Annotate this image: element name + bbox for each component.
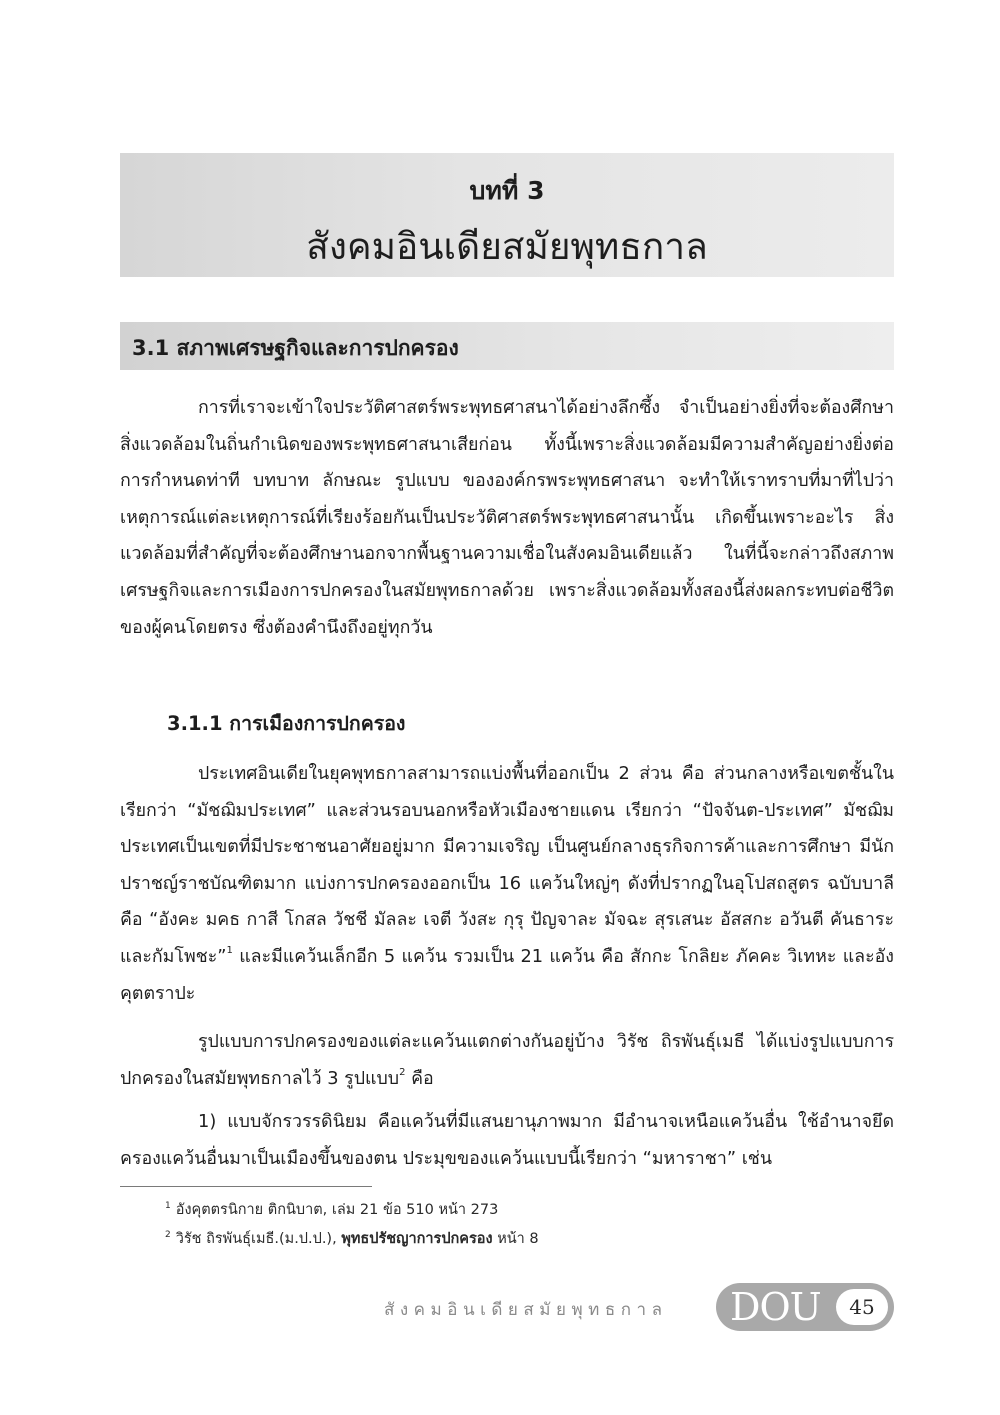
footnote-book-title: พุทธปรัชญาการปกครอง (341, 1231, 493, 1247)
running-title: สังคมอินเดียสมัยพุทธกาล (384, 1300, 668, 1320)
chapter-banner (120, 153, 894, 277)
footnote-page-ref: หน้า 8 (492, 1231, 539, 1247)
paragraph-imperial: 1) แบบจักรวรรดินิยม คือแคว้นที่มีแสนยานุภาพมาก มีอำนาจเหนือแคว้นอื่น ใช้อำนาจยึดครองแคว้นอื่นมาเป็นเมืองขึ้นของตน ประมุขของแคว้นแบบนี้เรียกว่า “มหาราชา” เช่น (120, 1111, 894, 1169)
paragraph-governance-tail: คือ (405, 1067, 434, 1089)
footnote-text: วิรัช ถิรพันธุ์เมธี.(ม.ป.ป.), (175, 1231, 342, 1247)
footnote-ref-2: 2 (399, 1066, 406, 1078)
page-badge (716, 1283, 894, 1331)
intro-paragraph: การที่เราจะเข้าใจประวัติศาสตร์พระพุทธศาสนาได้อย่างลึกซึ้ง จำเป็นอย่างยิ่งที่จะต้องศึกษาสิ่งแวดล้อมในถิ่นกำเนิดของพระพุทธศาสนาเสียก่อน ทั้งนี้เพราะสิ่งแวดล้อมมีความสำคัญอย่างยิ่งต่อการกำหนดท่าที บทบาท ลักษณะ รูปแบบ ขององค์กรพระพุทธศาสนา จะทำให้เราทราบที่มาที่ไปว่า เหตุการณ์แต่ละเหตุการณ์ที่เรียงร้อยกันเป็นประวัติศาสตร์พระพุทธศาสนานั้น เกิดขึ้นเพราะอะไร สิ่งแวดล้อมที่สำคัญที่จะต้องศึกษานอกจากพื้นฐานความเชื่อในสังคมอินเดียแล้ว ในที่นี้จะกล่าวถึงสภาพเศรษฐกิจและการเมืองการปกครองในสมัยพุทธกาลด้วย เพราะสิ่งแวดล้อมทั้งสองนี้ส่งผลกระทบต่อชีวิตของผู้คนโดยตรง ซึ่งต้องคำนึงถึงอยู่ทุกวัน (120, 397, 894, 638)
footnote-2 (165, 1227, 539, 1250)
paragraph-states-tail: และมีแคว้นเล็กอีก 5 แคว้น รวมเป็น 21 แคว้น คือ สักกะ โกลิยะ ภัคคะ วิเทหะ และอังคุตตราปะ (120, 945, 894, 1004)
footnote-mark: 1 (165, 1201, 171, 1211)
paragraph-governance-text: รูปแบบการปกครองของแต่ละแคว้นแตกต่างกันอยู่บ้าง วิรัช ถิรพันธุ์เมธี ได้แบ่งรูปแบบการปกครองในสมัยพุทธกาลไว้ 3 รูปแบบ (120, 1031, 894, 1089)
footnote-text: อังคุตตรนิกาย ติกนิบาต, เล่ม 21 ข้อ 510 หน้า 273 (175, 1202, 499, 1218)
footnote-ref-1: 1 (226, 945, 233, 957)
footnote-1 (165, 1198, 498, 1221)
footnote-divider (120, 1186, 372, 1187)
dou-logo: DOU (730, 1285, 821, 1329)
paragraph-states (120, 756, 894, 1012)
paragraph-states-text: ประเทศอินเดียในยุคพุทธกาลสามารถแบ่งพื้นที่ออกเป็น 2 ส่วน คือ ส่วนกลางหรือเขตชั้นใน เรียกว่า “มัชฌิมประเทศ” และส่วนรอบนอกหรือหัวเมืองชายแดน เรียกว่า “ปัจจันต-ประเทศ” มัชฌิมประเทศเป็นเขตที่มีประชาชนอาศัยอยู่มาก มีความเจริญ เป็นศูนย์กลางธุรกิจการค้าและการศึกษา มีนักปราชญ์ราชบัณฑิตมาก แบ่งการปกครองออกเป็น 16 แคว้นใหญ่ๆ ดังที่ปรากฏในอุโปสถสูตร ฉบับบาลี คือ “อังคะ มคธ กาสี โกสล วัชชี มัลละ เจตี วังสะ กุรุ ปัญจาละ มัจฉะ สุรเสนะ อัสสกะ อวันตี คันธาระ และกัมโพชะ” (120, 763, 894, 967)
paragraph-governance (120, 1024, 894, 1097)
section-heading: 3.1 สภาพเศรษฐกิจและการปกครอง (132, 336, 459, 360)
section-heading-bar (120, 322, 894, 370)
subsection-heading: 3.1.1 การเมืองการปกครอง (167, 712, 406, 735)
chapter-title: สังคมอินเดียสมัยพุทธกาล (306, 225, 708, 268)
footnote-mark: 2 (165, 1230, 171, 1240)
chapter-number: บทที่ 3 (469, 176, 545, 205)
page-number: 45 (836, 1289, 888, 1325)
